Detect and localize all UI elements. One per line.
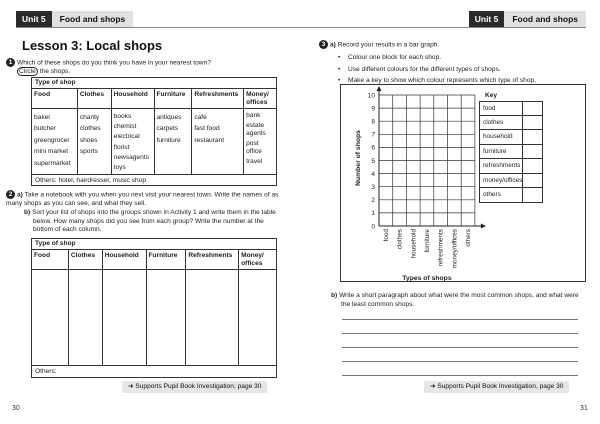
column-header: Household (103, 250, 147, 269)
list-item: electrical (113, 133, 140, 141)
list-item: estate agents (246, 122, 266, 137)
chart-frame (340, 84, 586, 282)
question-number-badge: 3 (319, 40, 328, 49)
table-cell-household (112, 109, 155, 174)
circle-word: Circle (19, 67, 36, 75)
list-item: antiques (156, 114, 182, 121)
x-tick-label: money/offices (451, 229, 459, 269)
table-header-row (32, 250, 276, 270)
table-cell-food (32, 109, 78, 174)
table-cell-furniture (155, 109, 193, 174)
list-item: shoes (79, 136, 98, 144)
page-number: 30 (12, 405, 20, 412)
key-row (479, 188, 543, 203)
column-header: Household (112, 89, 155, 108)
list-item: bank (246, 112, 261, 119)
y-tick-label: 9 (371, 105, 375, 113)
key-title: Key (485, 92, 498, 99)
empty-cell[interactable] (69, 270, 103, 365)
list-item: • Make a key to show which colour represents which type of shop. (338, 75, 536, 87)
lesson-title: Lesson 3: Local shops (22, 38, 163, 53)
question-1 (6, 58, 266, 76)
question-2b (24, 209, 280, 235)
writing-line[interactable] (342, 375, 578, 376)
empty-cell[interactable] (103, 270, 147, 365)
list-item: supermarket (34, 159, 71, 167)
writing-line[interactable] (342, 319, 578, 320)
header-rule (300, 27, 586, 28)
list-item: • Use different colours for the different types of shops. (338, 64, 536, 76)
column-header: Money/ offices (246, 91, 269, 106)
question-1-text: Which of these shops do you think you have in your nearest town? (17, 59, 211, 67)
x-tick-label: others (465, 229, 473, 247)
list-item: clothes (79, 125, 101, 133)
unit-header (469, 11, 586, 27)
list-item: post office (246, 140, 262, 155)
y-axis-title: Number of shops (355, 130, 362, 186)
key-colour-box[interactable] (522, 174, 542, 188)
column-header: Food (32, 250, 69, 269)
question-3a (319, 40, 579, 50)
key-row (479, 116, 543, 131)
key-row (479, 130, 543, 145)
y-tick-label: 2 (371, 197, 375, 205)
y-tick-label: 4 (371, 170, 375, 178)
list-item: greengrocer (34, 136, 70, 144)
key-row (479, 101, 543, 116)
list-item: sports (79, 148, 98, 156)
key-label: clothes (483, 118, 504, 126)
part-label: b) (24, 209, 31, 216)
list-item: florist (113, 143, 130, 151)
column-header: Furniture (155, 89, 193, 108)
key-colour-box[interactable] (522, 102, 542, 115)
list-item: chemist (113, 123, 137, 131)
list-item: café (194, 114, 207, 121)
column-header: Food (32, 89, 78, 108)
question-1-text-end: the shops. (37, 67, 71, 75)
empty-cell[interactable] (32, 270, 69, 365)
x-tick-label: clothes (396, 229, 404, 250)
y-tick-label: 8 (371, 118, 375, 126)
writing-line[interactable] (342, 333, 578, 334)
x-axis-title: Types of shops (402, 275, 452, 282)
x-tick-label: household (410, 229, 418, 259)
key-label: others (483, 191, 501, 198)
column-header: Clothes (69, 250, 103, 269)
y-tick-label: 3 (371, 184, 375, 191)
table-others-row: Others: hotel, hairdresser, music shop (32, 174, 276, 186)
support-reference: ➜ Supports Pupil Book Investigation, page 30 (122, 381, 267, 393)
key-colour-box[interactable] (522, 145, 542, 159)
question-2b-text: Sort your list of shops into the groups shown in Activity 1 and write them in the table below. How many shops did you see from each group? Write the number at the bottom of each column. (32, 209, 276, 234)
header-rule (16, 27, 300, 28)
key-colour-box[interactable] (522, 116, 542, 130)
table-title: Type of shop (32, 239, 276, 250)
key-colour-box[interactable] (522, 130, 542, 144)
key-colour-box[interactable] (522, 159, 542, 173)
list-item: travel (246, 158, 263, 165)
column-header: Clothes (78, 89, 112, 108)
key-row (479, 174, 543, 189)
empty-cell[interactable] (239, 270, 276, 365)
writing-line[interactable] (342, 347, 578, 348)
page-number: 31 (580, 405, 588, 412)
part-label: b) (331, 292, 338, 299)
key-label: food (483, 105, 496, 112)
record-shops-table (31, 238, 277, 378)
unit-title: Food and shops (504, 11, 586, 27)
unit-label: Unit 5 (16, 11, 52, 27)
list-item: newsagents (113, 153, 149, 161)
column-header: Refreshments (192, 89, 244, 108)
list-item: baker (34, 114, 51, 121)
key-label: household (483, 133, 513, 140)
question-2a (6, 190, 280, 208)
y-tick-label: 5 (371, 157, 375, 165)
table-cell-clothes (78, 109, 112, 174)
key-label: refreshments (483, 162, 521, 169)
list-item: fast food (194, 125, 220, 133)
column-header: Furniture (147, 250, 187, 269)
list-item: restaurant (194, 136, 225, 144)
list-item: toys (113, 164, 126, 172)
table-cell-refreshments (192, 109, 244, 174)
y-tick-label: 10 (367, 92, 375, 100)
question-number-badge: 1 (6, 58, 15, 67)
list-item: books (113, 113, 132, 120)
shop-types-table (31, 77, 277, 186)
support-reference: ➜ Supports Pupil Book Investigation, page 30 (424, 381, 569, 393)
table-others-row: Others: (32, 365, 276, 377)
instruction-list (338, 52, 536, 87)
key-label: money/offices (483, 176, 523, 184)
part-label: a) (17, 191, 23, 199)
key-label: furniture (483, 147, 507, 155)
part-label: a) (330, 41, 336, 49)
question-number-badge: 2 (6, 190, 15, 199)
y-tick-label: 1 (371, 210, 375, 218)
key-colour-box[interactable] (522, 188, 542, 202)
y-tick-label: 6 (371, 144, 375, 152)
list-item: carpets (156, 125, 179, 133)
column-header: Refreshments (186, 250, 239, 269)
y-tick-label: 7 (371, 131, 375, 139)
list-item: mini market (34, 148, 69, 156)
table-body (32, 109, 276, 174)
table-header-row (32, 89, 276, 109)
unit-label: Unit 5 (469, 11, 505, 27)
question-3b (331, 292, 581, 309)
list-item: • Colour one block for each shop. (338, 52, 536, 64)
table-body (32, 270, 276, 365)
question-2a-text: Take a notebook with you when you next visit your nearest town. Write the names of as many shops as you can see, and what they sell. (6, 191, 279, 207)
list-item: charity (79, 114, 100, 121)
right-page (300, 0, 600, 424)
empty-cell[interactable] (186, 270, 239, 365)
x-tick-label: refreshments (437, 229, 445, 267)
table-cell-money-offices (244, 109, 276, 174)
question-3b-text: Write a short paragraph about what were the most common shops, and what were the least common shops. (339, 292, 579, 308)
y-tick-label: 0 (371, 223, 375, 231)
list-item: furniture (156, 136, 181, 144)
unit-header (16, 11, 133, 27)
key-row (479, 145, 543, 160)
table-title: Type of shop (32, 78, 276, 89)
writing-line[interactable] (342, 361, 578, 362)
x-tick-label: food (382, 229, 390, 242)
unit-title: Food and shops (52, 11, 134, 27)
empty-cell[interactable] (147, 270, 187, 365)
column-header: Money/ offices (241, 252, 264, 267)
question-3a-text: Record your results in a bar graph. (337, 41, 440, 49)
list-item: butcher (34, 125, 56, 133)
key-row (479, 159, 543, 174)
x-tick-label: furniture (423, 229, 431, 253)
